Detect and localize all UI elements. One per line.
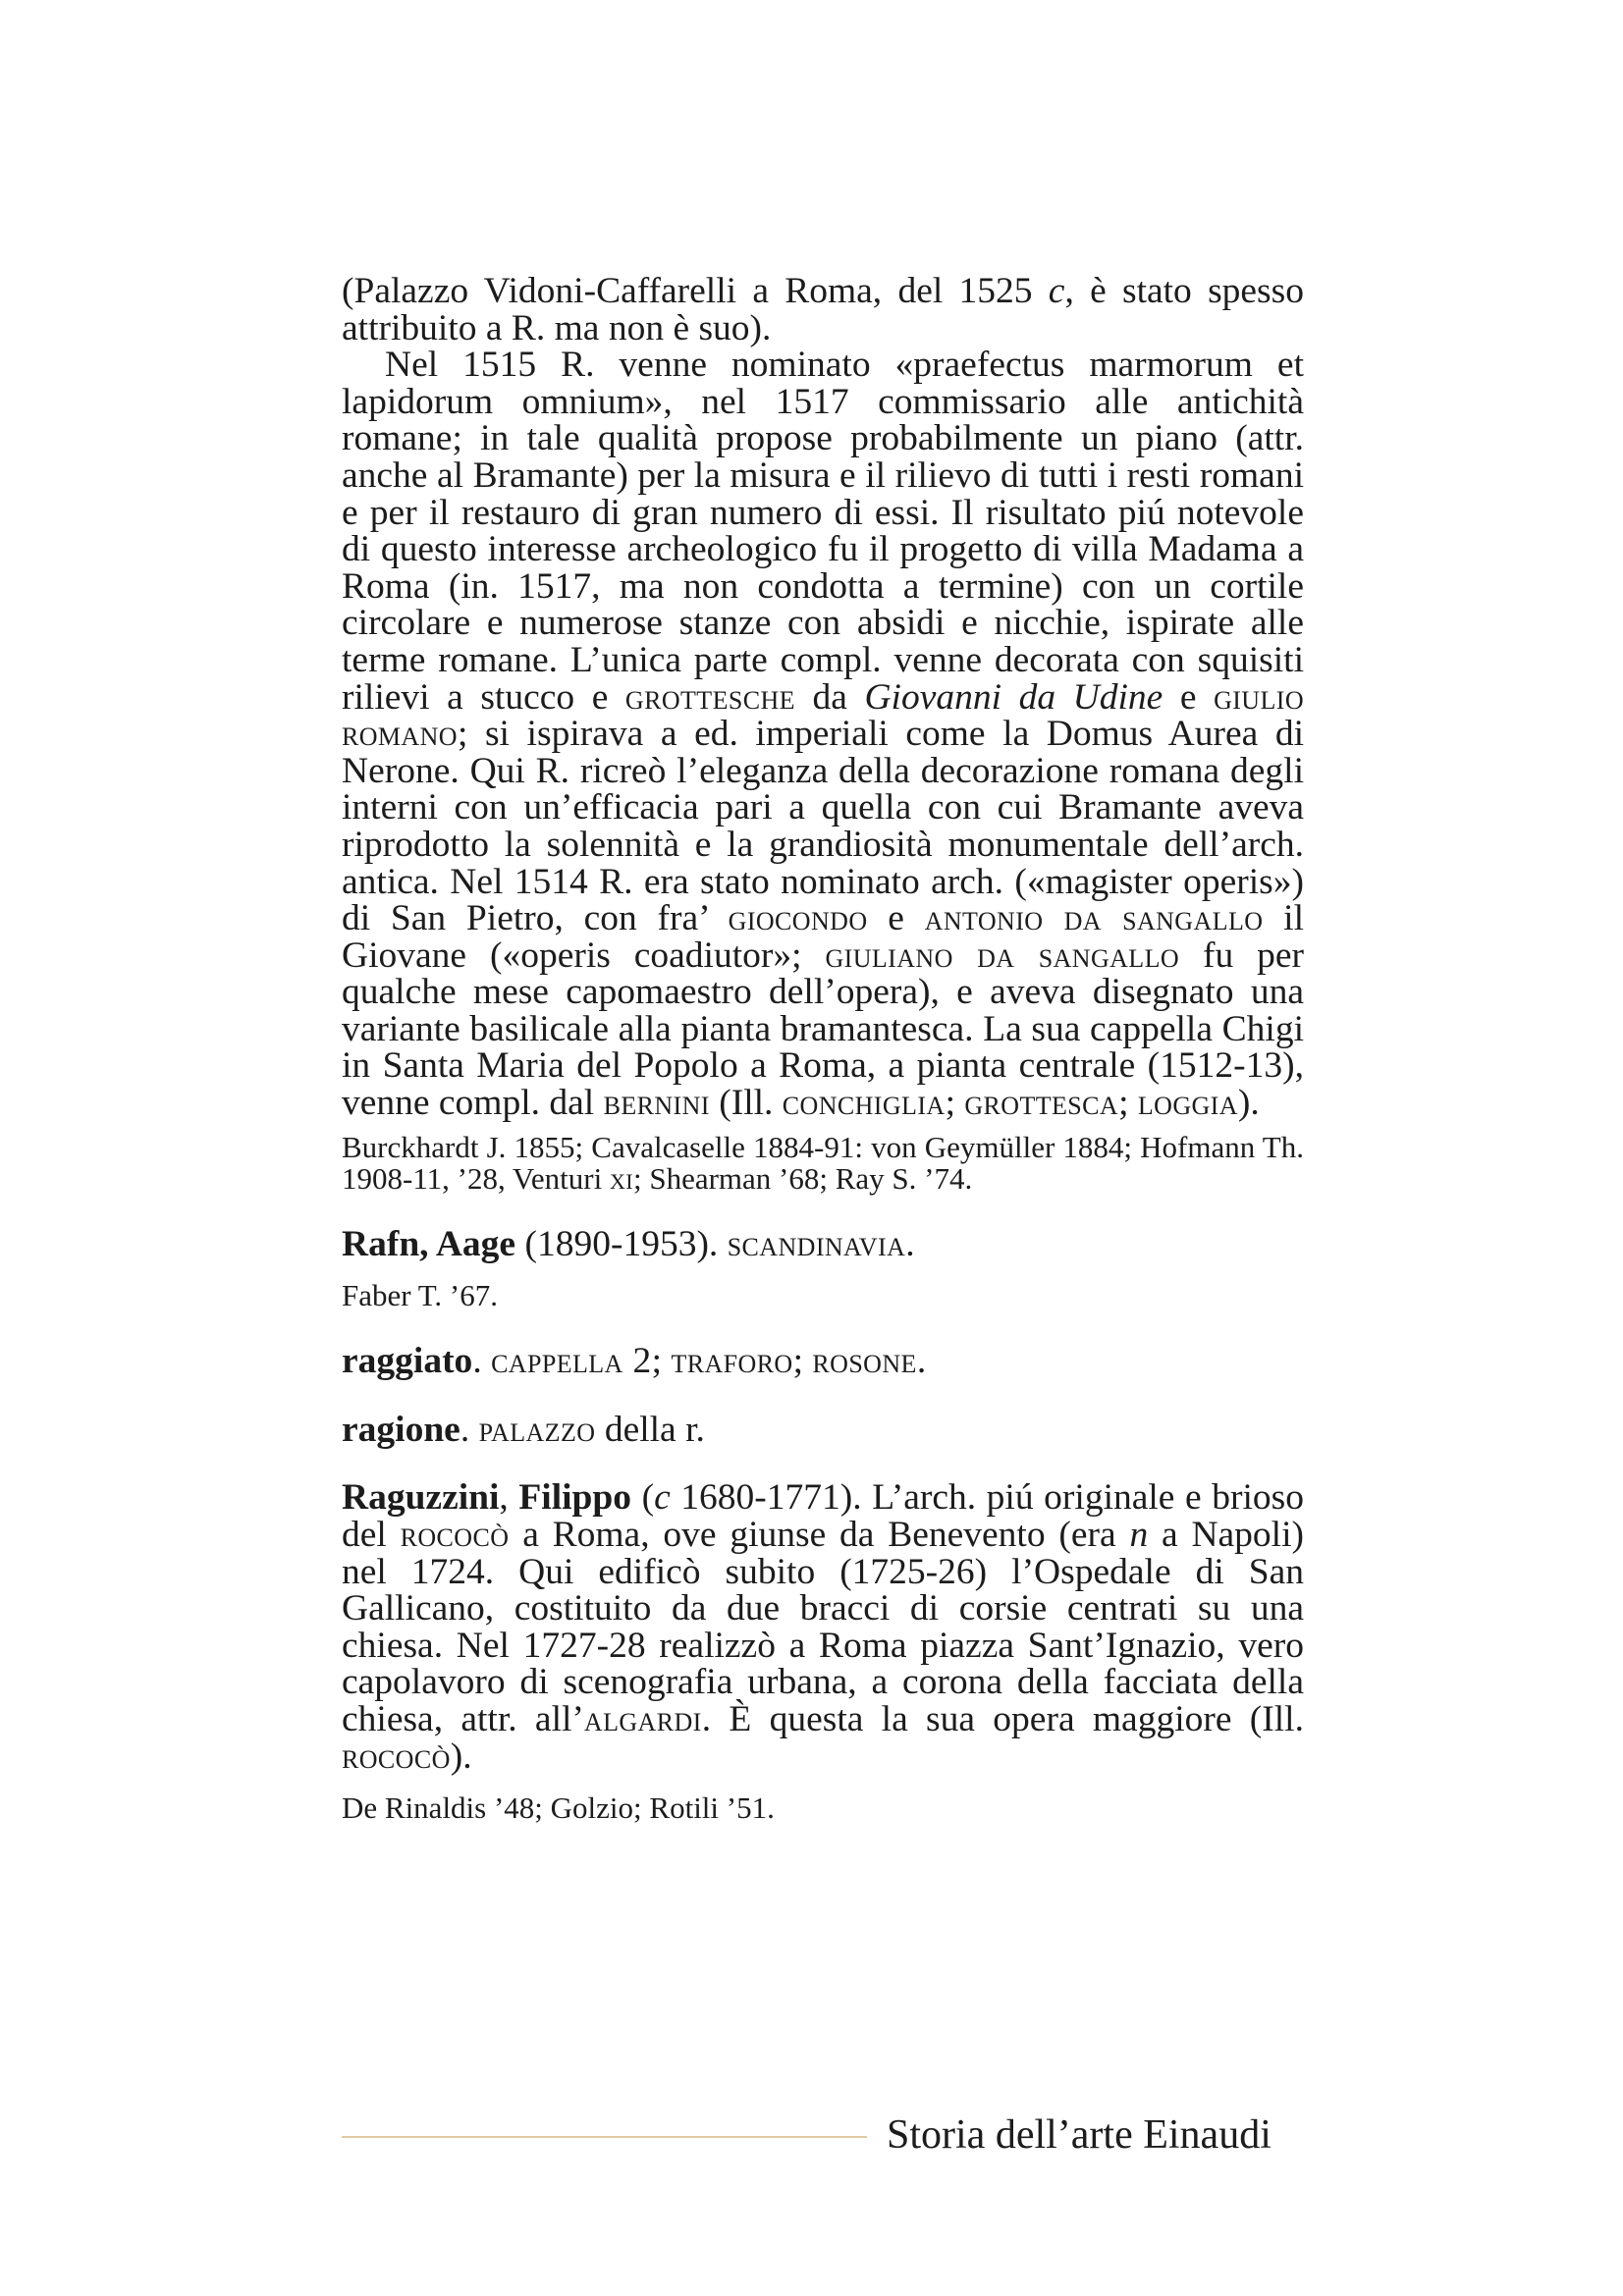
entry-continuation	[342, 273, 1304, 1195]
footer-rule	[342, 2136, 867, 2138]
cross-ref-grottesca: grottesca	[964, 1083, 1119, 1124]
cross-ref-palazzo: palazzo	[478, 1409, 596, 1450]
cross-ref-giocondo: giocondo	[728, 898, 868, 939]
entry-headword: Rafn, Aage	[342, 1223, 516, 1264]
entry-raggiato: raggiato. cappella 2; traforo; rosone.	[342, 1341, 927, 1382]
cross-ref-giulio-romano: giulio romano	[342, 676, 1304, 755]
cross-ref-loggia: loggia	[1137, 1083, 1238, 1124]
cross-ref-rosone: rosone	[812, 1341, 917, 1382]
entry-headword: raggiato	[342, 1341, 473, 1382]
text-column	[342, 273, 1304, 1824]
footer-title: Storia dell’arte Einaudi	[887, 2112, 1271, 2158]
cross-ref-scandinavia: scandinavia	[727, 1223, 906, 1264]
bibliography-raguzzini: De Rinaldis ’48; Golzio; Rotili ’51.	[342, 1790, 775, 1826]
bibliography-raphael: Burckhardt J. 1855; Cavalcaselle 1884-91: von Geymüller 1884; Hofmann Th. 1908-11, ’28, Venturi xi; Shearman ’68; Ray S. ’74.	[342, 1129, 1304, 1196]
paragraph-palazzo-vidoni: (Palazzo Vidoni-Caffarelli a Roma, del 1525 c, è stato spesso attribuito a R. ma non è suo).	[342, 271, 1304, 348]
entry-raguzzini-filippo: Raguzzini, Filippo (c 1680-1771). L’arch. piú originale e brioso del rococò a Roma, ove giunse da Benevento (era n a Napoli) nel 1724. Qui edificò subito (1725-26) l’Ospedale di San Gallicano, costituito da due bracci di corsie centrati su una chiesa. Nel 1727-28 realizzò a Roma piazza Sant’Ignazio, vero capolavoro di scenografia urbana, a corona della facciata della chiesa, attr. all’algardi. È questa la sua opera maggiore (Ill. rococò).	[342, 1477, 1304, 1777]
entry-headword-forename: Filippo	[518, 1477, 631, 1519]
cross-ref-rococo-illustration: rococò	[342, 1735, 451, 1777]
cross-ref-conchiglia: conchiglia	[782, 1083, 946, 1124]
cross-ref-cappella: cappella 2	[491, 1341, 652, 1382]
paragraph-raphael-architecture: Nel 1515 R. venne nominato «praefectus marmorum et lapidorum omnium», nel 1517 commissario alle antichità romane; in tale qualità propose probabilmente un piano (attr. anche al Bramante) per la misura e il rilievo di tutti i resti romani e per il restauro di gran numero di essi. Il risultato piú notevole di questo interesse archeologico fu il progetto di villa Madama a Roma (in. 1517, ma non condotta a termine) con un cortile circolare e numerose stanze con absidi e nicchie, ispirate alle terme romane. L’unica parte compl. venne decorata con squisiti rilievi a stucco e grottesche da Giovanni da Udine e giulio romano; si ispirava a ed. imperiali come la Domus Aurea di Nerone. Qui R. ricreò l’eleganza della decorazione romana degli interni con un’efficacia pari a quella con cui Bramante aveva riprodotto la solennità e la grandiosità monumentale dell’arch. antica. Nel 1514 R. era stato nominato arch. («magister operis») di San Pietro, con fra’ giocondo e antonio da sangallo il Giovane («operis coadiutor»; giuliano da sangallo fu per qualche mese capomaestro dell’opera), e aveva disegnato una variante basilicale alla pianta bramantesca. La sua cappella Chigi in Santa Maria del Popolo a Roma, a pianta centrale (1512-13), venne compl. dal bernini (Ill. conchiglia; grottesca; loggia).	[342, 345, 1305, 1124]
entry-rafn-aage: Rafn, Aage (1890-1953). scandinavia.	[342, 1223, 915, 1264]
cross-ref-rococo: rococò	[400, 1515, 510, 1556]
cross-ref-grottesche: grottesche	[624, 676, 795, 718]
entry-headword: Raguzzini	[342, 1477, 500, 1519]
entry-ragione: ragione. palazzo della r.	[342, 1409, 705, 1450]
entry-headword: ragione	[342, 1409, 460, 1450]
cross-ref-bernini: bernini	[603, 1083, 710, 1124]
cross-ref-algardi: algardi	[583, 1699, 702, 1739]
cross-ref-giuliano-da-sangallo: giuliano da sangallo	[825, 934, 1180, 976]
cross-ref-traforo: traforo	[671, 1341, 793, 1382]
cross-ref-antonio-da-sangallo: antonio da sangallo	[924, 898, 1264, 939]
bibliography-rafn: Faber T. ’67.	[342, 1278, 498, 1313]
